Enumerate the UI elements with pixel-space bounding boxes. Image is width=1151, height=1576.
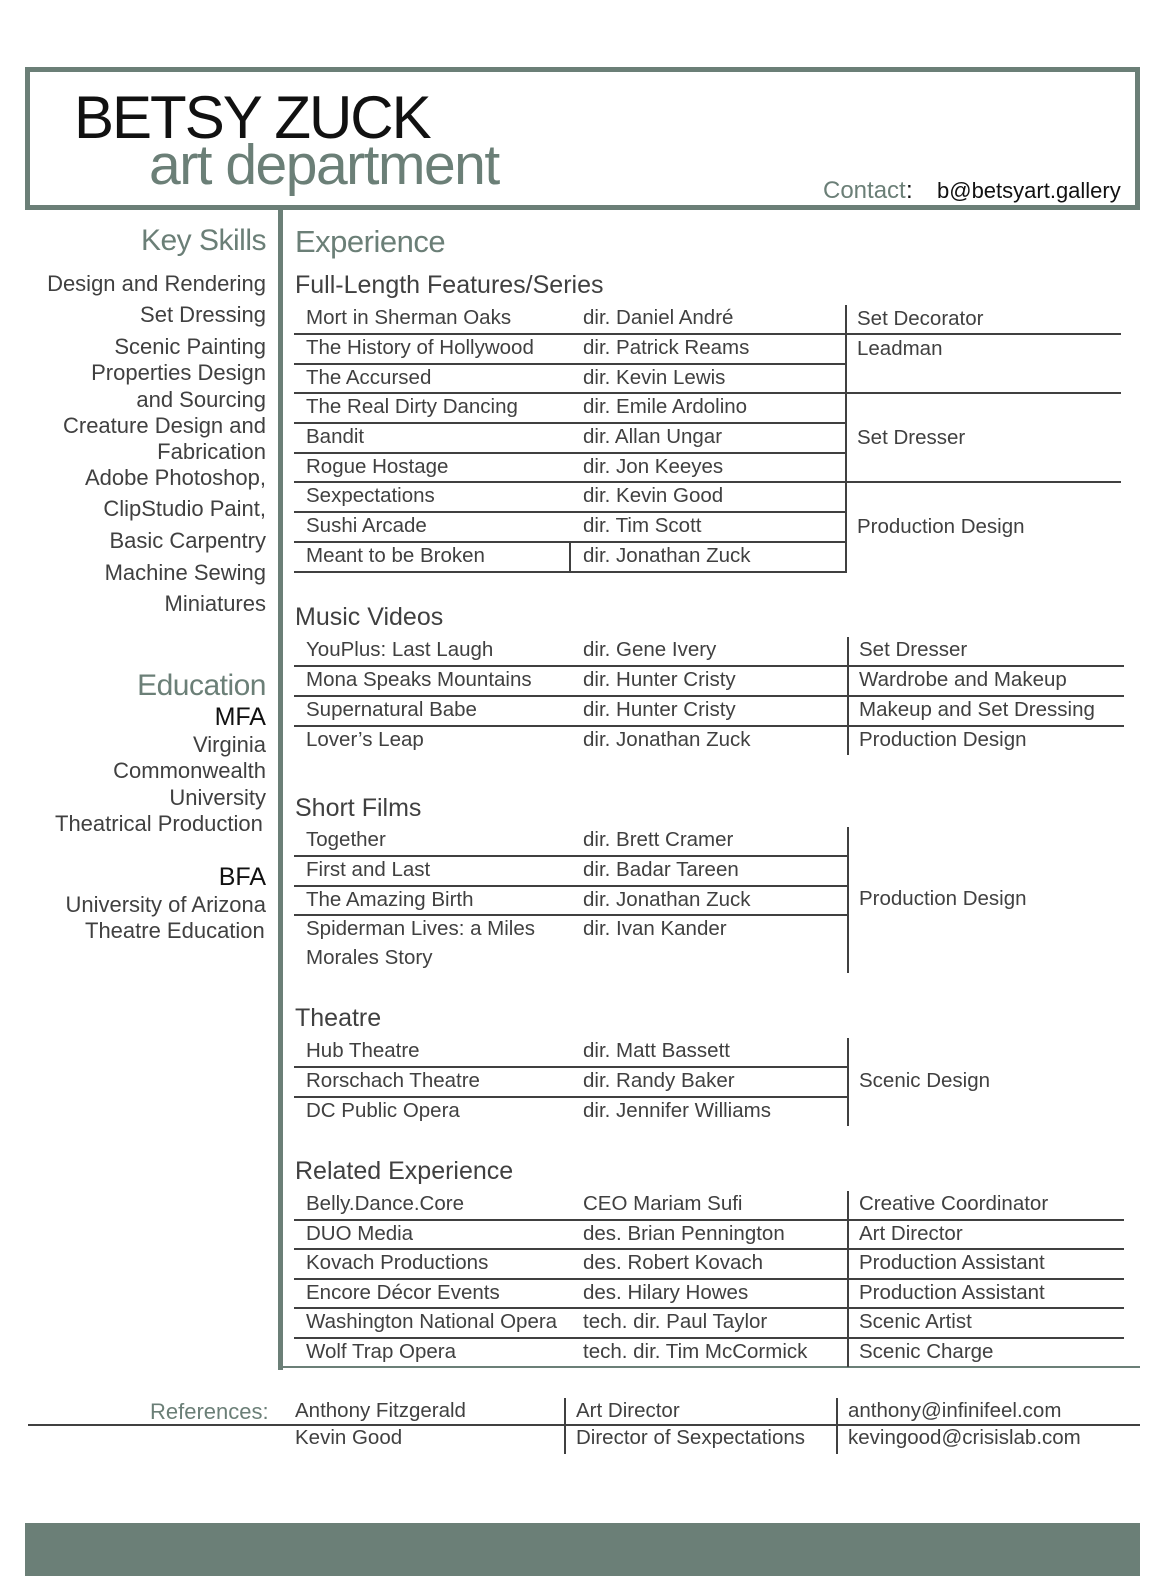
table-row (294, 541, 854, 571)
table-row (294, 1036, 854, 1066)
work-title: Rorschach Theatre (306, 1069, 480, 1092)
references-label: References: (150, 1399, 269, 1424)
role-label: Wardrobe and Makeup (859, 668, 1067, 691)
employer: Kovach Productions (306, 1251, 489, 1274)
table-row (294, 303, 854, 333)
work-director: dir. Jon Keeyes (583, 455, 724, 478)
reference-title: Art Director (576, 1399, 680, 1422)
table-row (294, 1189, 1124, 1219)
supervisor: des. Brian Pennington (583, 1222, 785, 1245)
related-experience-title: Related Experience (295, 1157, 514, 1185)
role-label: Production Design (859, 728, 1027, 751)
employer: Wolf Trap Opera (306, 1340, 457, 1363)
skill-item: Basic Carpentry (109, 528, 266, 553)
role-column-divider (845, 305, 847, 573)
skill-item: Scenic Painting (114, 334, 266, 359)
work-director: dir. Hunter Cristy (583, 668, 736, 691)
role-divider (845, 333, 1121, 335)
table-row (294, 695, 1124, 725)
short-films-table (294, 825, 1126, 975)
reference-name: Kevin Good (295, 1426, 403, 1449)
table-row (294, 392, 854, 422)
role-label: Set Dresser (859, 638, 968, 661)
skill-item: Set Dressing (140, 302, 266, 327)
mfa-line: Commonwealth (113, 758, 266, 783)
column-divider (278, 208, 283, 1370)
education-title: Education (137, 669, 266, 702)
row-divider (294, 885, 847, 887)
employer: DUO Media (306, 1222, 414, 1245)
related-experience-table (294, 1189, 1126, 1369)
work-title: Mona Speaks Mountains (306, 668, 532, 691)
role-label: Creative Coordinator (859, 1192, 1049, 1215)
work-director: dir. Gene Ivery (583, 638, 717, 661)
reference-email-link[interactable]: anthony@infinifeel.com (848, 1399, 1062, 1422)
row-divider (294, 1248, 1124, 1250)
reference-title: Director of Sexpectations (576, 1426, 806, 1449)
work-director: dir. Randy Baker (583, 1069, 735, 1092)
theatre-title: Theatre (295, 1004, 382, 1032)
work-director: dir. Brett Cramer (583, 828, 734, 851)
mfa-degree: MFA (214, 703, 266, 731)
skill-item: Properties Design (91, 360, 266, 385)
role-label: Production Assistant (859, 1281, 1045, 1304)
row-divider (294, 422, 846, 424)
table-row (294, 1278, 1124, 1308)
table-row (294, 1337, 1124, 1367)
table-row (294, 635, 1124, 665)
table-row (294, 885, 854, 915)
role-label: Set Dresser (857, 426, 966, 449)
employer: Encore Décor Events (306, 1281, 500, 1304)
features-title: Full-Length Features/Series (295, 271, 604, 299)
skill-item: Design and Rendering (47, 271, 266, 296)
table-row (294, 511, 854, 541)
skill-item: ClipStudio Paint, (103, 496, 266, 521)
table-row (294, 665, 1124, 695)
work-title: Sexpectations (306, 484, 435, 507)
work-title: The History of Hollywood (306, 336, 534, 359)
row-divider (294, 511, 846, 513)
supervisor: tech. dir. Tim McCormick (583, 1340, 808, 1363)
work-director: dir. Daniel André (583, 306, 734, 329)
bfa-line: Theatre Education (85, 918, 265, 943)
row-divider (294, 1219, 1124, 1221)
experience-title: Experience (295, 224, 446, 259)
work-title: Bandit (306, 425, 365, 448)
music-videos-title: Music Videos (295, 603, 444, 631)
work-title: Supernatural Babe (306, 698, 477, 721)
work-director: dir. Hunter Cristy (583, 698, 736, 721)
role-divider (845, 392, 1121, 394)
person-subtitle: art department (149, 133, 499, 197)
table-row (294, 914, 854, 944)
row-divider (294, 333, 846, 335)
work-director: dir. Patrick Reams (583, 336, 750, 359)
work-title: First and Last (306, 858, 431, 881)
row-divider (294, 392, 846, 394)
bfa-line: University of Arizona (65, 892, 266, 917)
references-divider (836, 1398, 838, 1454)
role-column-divider (847, 1191, 849, 1367)
references-divider (564, 1398, 566, 1454)
music-videos-table (294, 635, 1126, 760)
skill-item: and Sourcing (136, 387, 266, 412)
contact-colon: : (906, 177, 913, 204)
row-divider (294, 1278, 1124, 1280)
person-name: BETSY ZUCK (74, 84, 430, 151)
row-divider (294, 914, 847, 916)
work-director: dir. Kevin Lewis (583, 366, 726, 389)
row-divider (294, 481, 846, 483)
column-divider-small (569, 541, 571, 573)
row-divider (294, 1307, 1124, 1309)
work-director: dir. Jonathan Zuck (583, 544, 751, 567)
table-row (294, 1096, 854, 1126)
skill-item: Machine Sewing (104, 560, 266, 585)
work-director: dir. Allan Ungar (583, 425, 723, 448)
mfa-line: Theatrical Production (55, 811, 263, 836)
role-column-divider (847, 637, 849, 755)
work-director: dir. Kevin Good (583, 484, 724, 507)
row-divider (294, 1096, 847, 1098)
key-skills-title: Key Skills (140, 224, 266, 257)
employer: Belly.Dance.Core (306, 1192, 464, 1215)
work-title: The Amazing Birth (306, 888, 474, 911)
table-row (294, 725, 1124, 755)
work-title: Rogue Hostage (306, 455, 449, 478)
table-row (294, 452, 854, 482)
role-label: Production Design (859, 887, 1027, 910)
table-row (294, 1307, 1124, 1337)
work-title: Hub Theatre (306, 1039, 420, 1062)
role-label: Scenic Artist (859, 1310, 972, 1333)
role-label: Makeup and Set Dressing (859, 698, 1095, 721)
role-label: Leadman (857, 337, 943, 360)
table-row (294, 333, 854, 363)
row-divider (294, 452, 846, 454)
contact-label: Contact (823, 177, 906, 204)
row-divider (294, 725, 1124, 727)
role-column-divider (847, 827, 849, 973)
skill-item: Miniatures (164, 591, 266, 616)
work-director: dir. Jonathan Zuck (583, 728, 751, 751)
role-label: Art Director (859, 1222, 963, 1245)
skill-item: Fabrication (157, 439, 266, 464)
work-director: dir. Ivan Kander (583, 917, 727, 940)
work-title: Sushi Arcade (306, 514, 427, 537)
row-divider (294, 665, 1124, 667)
work-director: dir. Jennifer Williams (583, 1099, 771, 1122)
contact-email-link[interactable]: b@betsyart.gallery (937, 178, 1121, 203)
supervisor: CEO Mariam Sufi (583, 1192, 743, 1215)
work-title: The Real Dirty Dancing (306, 395, 518, 418)
table-row (294, 825, 854, 855)
supervisor: tech. dir. Paul Taylor (583, 1310, 768, 1333)
reference-name: Anthony Fitzgerald (295, 1399, 466, 1422)
role-label: Scenic Design (859, 1069, 991, 1092)
short-films-title: Short Films (295, 794, 422, 822)
row-divider (294, 1337, 1124, 1339)
role-label: Production Design (857, 515, 1025, 538)
row-divider (294, 855, 847, 857)
row-divider (294, 1066, 847, 1068)
role-label: Set Decorator (857, 307, 984, 330)
supervisor: des. Hilary Howes (583, 1281, 749, 1304)
role-label: Production Assistant (859, 1251, 1045, 1274)
work-title: Meant to be Broken (306, 544, 485, 567)
table-row (294, 1248, 1124, 1278)
work-director: dir. Tim Scott (583, 514, 702, 537)
mfa-line: University (169, 785, 266, 810)
table-row (294, 1219, 1124, 1249)
role-divider (845, 481, 1121, 483)
features-table (294, 303, 1124, 575)
work-title: Together (306, 828, 386, 851)
role-column-divider (847, 1038, 849, 1126)
work-title: Lover’s Leap (306, 728, 424, 751)
bfa-degree: BFA (218, 863, 266, 891)
row-divider (294, 363, 846, 365)
mfa-line: Virginia (193, 732, 266, 757)
theatre-table (294, 1036, 1126, 1128)
table-row (294, 855, 854, 885)
table-row (294, 481, 854, 511)
skill-item: Adobe Photoshop, (84, 465, 266, 490)
footer-bar (25, 1523, 1140, 1576)
work-title: DC Public Opera (306, 1099, 460, 1122)
reference-email-link[interactable]: kevingood@crisislab.com (848, 1426, 1081, 1449)
skill-item: Creature Design and (62, 413, 266, 438)
table-row (294, 422, 854, 452)
work-director: dir. Jonathan Zuck (583, 888, 751, 911)
table-row (294, 1066, 854, 1096)
table-row (294, 363, 854, 393)
work-director: dir. Badar Tareen (583, 858, 739, 881)
work-title: Mort in Sherman Oaks (306, 306, 512, 329)
supervisor: des. Robert Kovach (583, 1251, 764, 1274)
work-title: The Accursed (306, 366, 432, 389)
row-divider (294, 695, 1124, 697)
work-title-continued: Morales Story (306, 946, 433, 969)
work-title: YouPlus: Last Laugh (306, 638, 494, 661)
employer: Washington National Opera (306, 1310, 558, 1333)
work-director: dir. Matt Bassett (583, 1039, 730, 1062)
role-label: Scenic Charge (859, 1340, 994, 1363)
work-director: dir. Emile Ardolino (583, 395, 748, 418)
work-title: Spiderman Lives: a Miles (306, 917, 536, 940)
